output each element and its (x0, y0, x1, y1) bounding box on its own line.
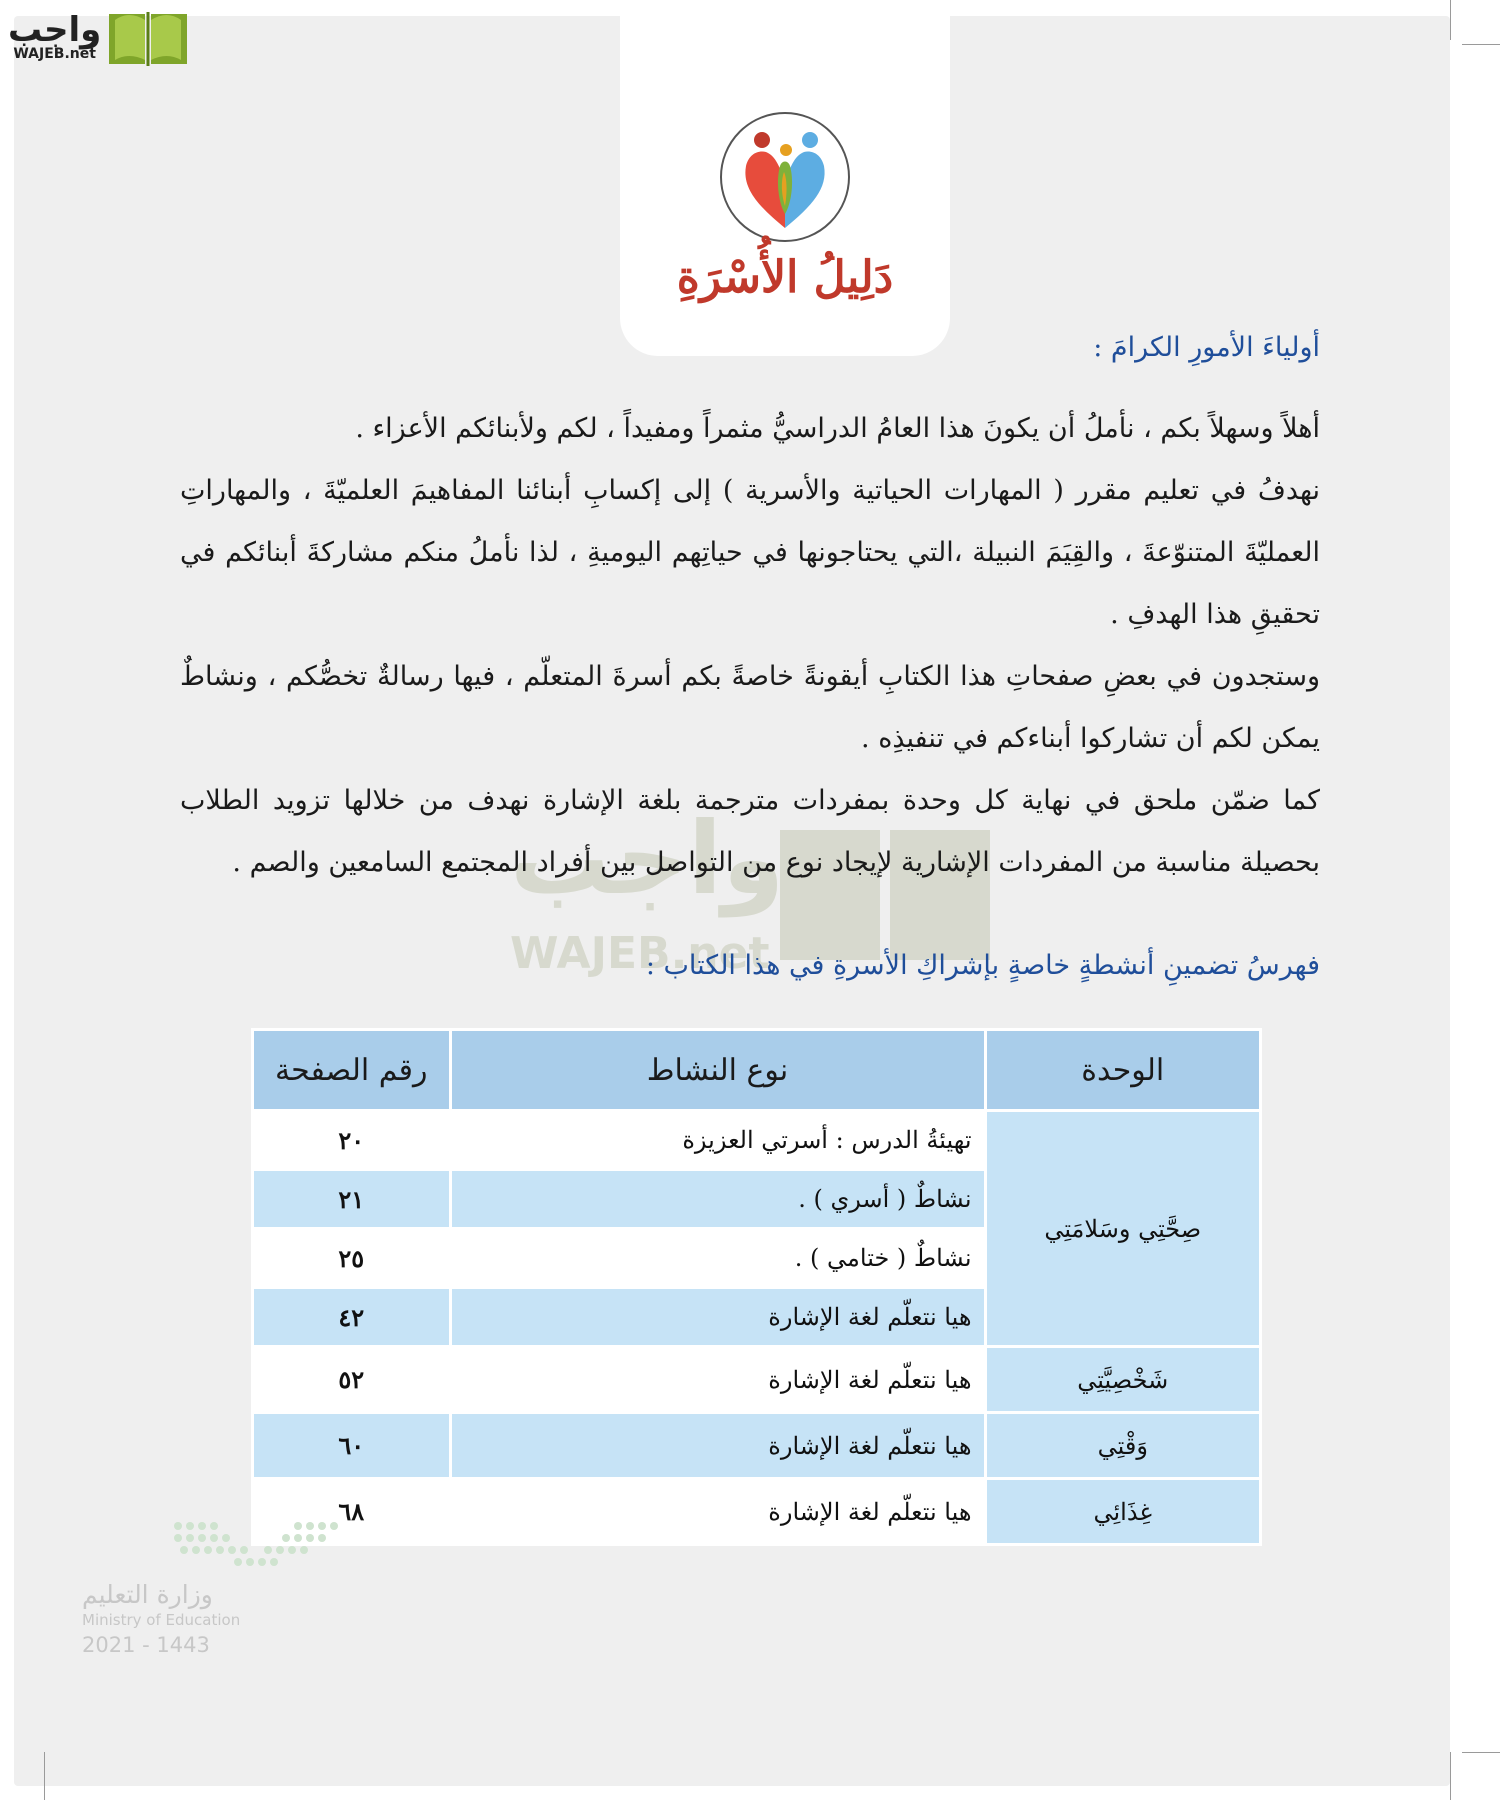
page-number-cell: ٤٢ (253, 1288, 451, 1347)
wajeb-logo[interactable] (8, 4, 190, 70)
crop-mark (1462, 1752, 1500, 1753)
ministry-arabic-name: وزارة التعليم (82, 1580, 213, 1609)
header-unit: الوحدة (985, 1030, 1260, 1111)
intro-text (180, 398, 1320, 894)
unit-cell: صِحَّتِي وسَلامَتِي (985, 1111, 1260, 1347)
book-icon (107, 6, 189, 68)
page-number-cell: ٢٥ (253, 1229, 451, 1288)
crop-mark (1450, 1752, 1451, 1800)
logo-arabic-text: واجب (8, 10, 102, 50)
paragraph: أهلاً وسهلاً بكم ، نأملُ أن يكونَ هذا العامُ الدراسيُّ مثمراً ومفيداً ، لكم ولأبنائكم الأعزاء . (355, 413, 1320, 444)
unit-cell: وَقْتِي (985, 1413, 1260, 1479)
crop-mark (1450, 0, 1451, 40)
unit-cell: غِذَائِي (985, 1479, 1260, 1545)
page-number-cell: ٢٠ (253, 1111, 451, 1170)
activity-cell: هيا نتعلّم لغة الإشارة (450, 1479, 985, 1545)
family-activities-table (251, 1028, 1262, 1546)
family-heart-icon (718, 110, 852, 244)
logo-latin-text: WAJEB.net (13, 46, 96, 62)
edition-year: 2021 - 1443 (82, 1633, 210, 1657)
salutation: أولياءَ الأمورِ الكرامَ : (1093, 332, 1320, 363)
page-number-cell: ٢١ (253, 1170, 451, 1229)
activity-cell: تهيئةُ الدرس : أسرتي العزيزة (450, 1111, 985, 1170)
table-row (253, 1413, 1261, 1479)
paragraph: نهدفُ في تعليم مقرر ( المهارات الحياتية والأسرية ) إلى إكسابِ أبنائنا المفاهيمَ العلميّةَ ، والمهاراتِ العمليّةَ المتنوّعةَ ، والقِيَمَ النبيلة ،التي يحتاجونها في حياتِهم اليوميةِ ، لذا نأملُ منكم مشاركةَ أبنائكم في تحقيقِ هذا الهدفِ . (180, 475, 1320, 630)
activity-cell: نشاطٌ ( ختامي ) . (450, 1229, 985, 1288)
page-number-cell: ٦٠ (253, 1413, 451, 1479)
index-heading: فهرسُ تضمينِ أنشطةٍ خاصةٍ بإشراكِ الأسرةِ في هذا الكتاب : (645, 950, 1320, 981)
ministry-dots-icon (168, 1518, 338, 1574)
ministry-logo (82, 1518, 282, 1657)
activity-cell: هيا نتعلّم لغة الإشارة (450, 1413, 985, 1479)
crop-mark (44, 1752, 45, 1800)
activity-cell: هيا نتعلّم لغة الإشارة (450, 1288, 985, 1347)
table-row (253, 1479, 1261, 1545)
watermark-latin-text: WAJEB.net (510, 928, 770, 979)
paragraph: كما ضمّن ملحق في نهاية كل وحدة بمفردات مترجمة بلغة الإشارة نهدف من خلالها تزويد الطلاب بحصيلة مناسبة من المفردات الإشارية لإيجاد نوع من التواصل بين أفراد المجتمع السامعين والصم . (180, 785, 1320, 878)
page-title: دَلِيلُ الأُسْرَةِ (676, 252, 894, 303)
header-page: رقم الصفحة (253, 1030, 451, 1111)
unit-cell: شَخْصِيَّتِي (985, 1347, 1260, 1413)
paragraph: وستجدون في بعضِ صفحاتِ هذا الكتابِ أيقونةً خاصةً بكم أسرةَ المتعلّم ، فيها رسالةٌ تخصُّكم ، ونشاطٌ يمكن لكم أن تشاركوا أبناءكم في تنفيذِه . (180, 661, 1320, 754)
activity-cell: هيا نتعلّم لغة الإشارة (450, 1347, 985, 1413)
watermark-arabic-text: واجب (510, 800, 785, 917)
page-number-cell: ٦٨ (253, 1479, 451, 1545)
table-row (253, 1111, 1261, 1170)
ministry-english-name: Ministry of Education (82, 1611, 241, 1629)
table-header-row (253, 1030, 1261, 1111)
page-number-cell: ٥٢ (253, 1347, 451, 1413)
crop-mark (1462, 44, 1500, 45)
header-activity: نوع النشاط (450, 1030, 985, 1111)
activity-cell: نشاطٌ ( أسري ) . (450, 1170, 985, 1229)
family-guide-header (620, 16, 950, 356)
table-row (253, 1347, 1261, 1413)
